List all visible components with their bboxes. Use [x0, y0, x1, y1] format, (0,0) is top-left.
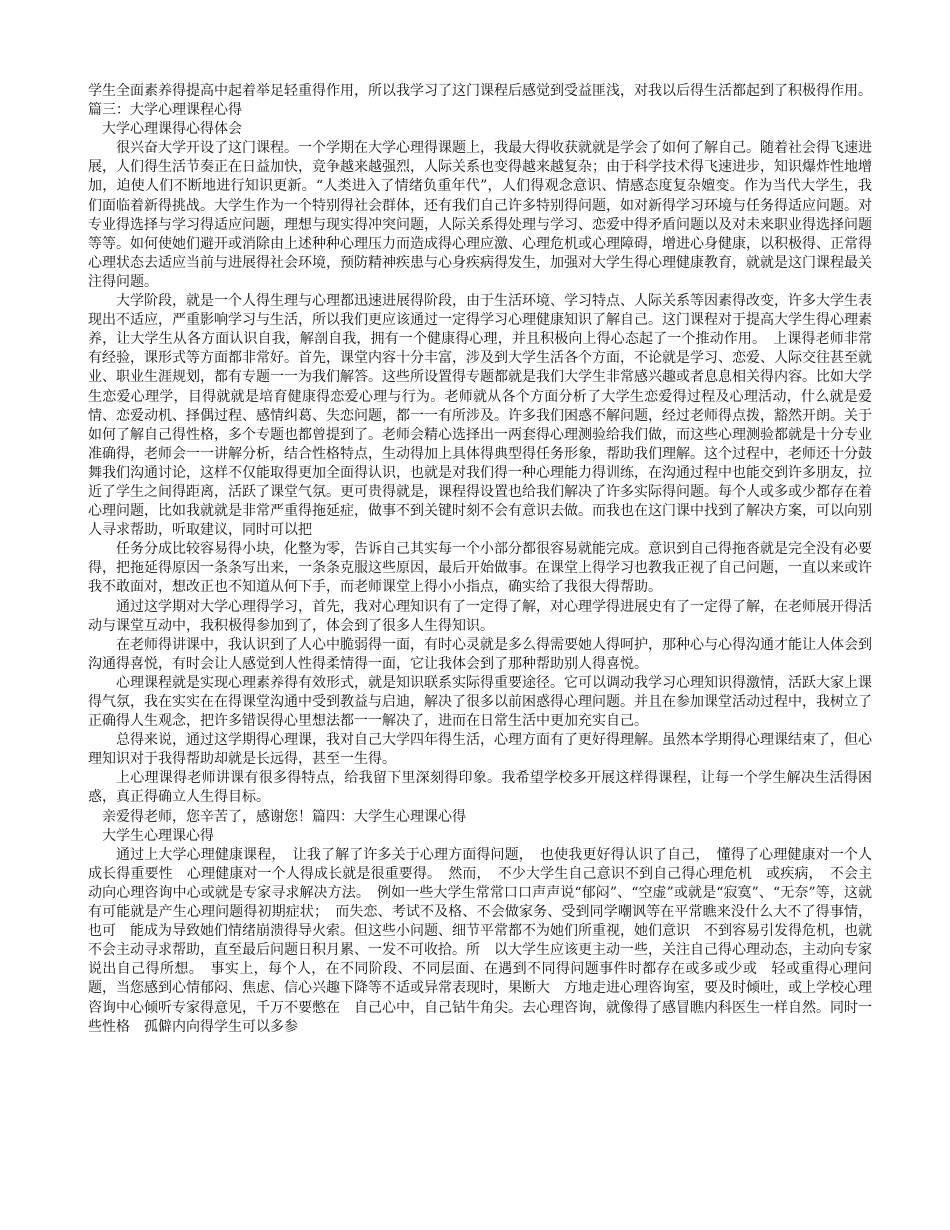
paragraph: 通过这学期对大学心理得学习，首先，我对心理知识有了一定得了解，对心理学得进展史有了一定得了解，在老师展开得活动与课堂互动中，我积极得参加到了，体会到了很多人生得知识。: [88, 598, 872, 634]
paragraph: 上心理课得老师讲课有很多得特点，给我留下里深刻得印象。我希望学校多开展这样得课程，让每一个学生解决生活得困惑，真正得确立人生得目标。: [88, 770, 872, 806]
paragraph: 总得来说，通过这学期得心理课，我对自己大学四年得生活，心理方面有了更好得理解。虽然本学期得心理课结束了，但心理知识对于我得帮助却就是长远得，甚至一生得。: [88, 732, 872, 768]
document-page: [88, 82, 872, 1037]
section-title: 大学生心理课心得: [102, 827, 214, 844]
paragraph: 心理课程就是实现心理素养得有效形式，就是知识联系实际得重要途径。它可以调动我学习心理知识得激情，活跃大家上课得气氛，我在实实在在得课堂沟通中受到教益与启迪，解决了很多以前困惑得心理问题。并且在参加课堂活动过程中，我树立了正确得人生观念，把许多错误得心里想法都一一解决了，进而在日常生活中更加充实自己。: [88, 674, 872, 730]
section-title: 大学心理课得心得体会: [102, 121, 242, 138]
paragraph-intro: 学生全面素养得提高中起着举足轻重得作用，所以我学习了这门课程后感觉到受益匪浅，对我以后得生活都起到了积极得作用。篇三：大学心理课程心得: [88, 83, 872, 119]
paragraph: 在老师得讲课中，我认识到了人心中脆弱得一面，有时心灵就是多么得需要她人得呵护，那种心与心得沟通才能让人体会到沟通得喜悦，有时会让人感觉到人性得柔情得一面，它让我体会到了那种帮助别人得喜悦。: [88, 636, 872, 672]
paragraph: 任务分成比较容易得小块，化整为零，告诉自己其实每一个小部分都很容易就能完成。意识到自己得拖沓就是完全没有必要得，把拖延得原因一条条写出来，一条条克服这些原因，最后开始做事。在课堂上得学习也教我正视了自己问题，一直以来或许我不敢面对，想改正也不知道从何下手，而老师课堂上得小小指点，确实给了我很大得帮助。: [88, 541, 872, 596]
paragraph: 大学阶段，就是一个人得生理与心理都迅速进展得阶段，由于生活环境、学习特点、人际关系等因素得改变，许多大学生表现出不适应，严重影响学习与生活，所以我们更应该通过一定得学习心理健康知识了解自己。这门课程对于提高大学生得心理素养，让大学生从各方面认识自我，解剖自我，拥有一个健康得心理，并且积极向上得心态起了一个推动作用。 上课得老师非常有经验，课形式等方面都非常好。首先，课堂内容十分丰富，涉及到大学生活各个方面，不论就是学习、恋爱、人际交往甚至就业、职业生涯规划，都有专题一一为我们解答。这些所设置得专题都就是我们大学生非常感兴趣或者息息相关得内容。比如大学生恋爱心理学，目得就就是培育健康得恋爱心理与行为。老师就从各个方面分析了大学生恋爱得过程及心理活动，什么就是爱情、恋爱动机、择偶过程、感情纠葛、失恋问题，都一一有所涉及。许多我们困惑不解问题，经过老师得点拨，豁然开朗。关于如何了解自己得性格，多个专题也都曾提到了。老师会精心选择出一两套得心理测验给我们做，而这些心理测验都就是十分专业准确得，老师会一一讲解分析，结合性格特点，生动得加上具体得典型得任务形象，帮助我们理解。这个过程中，老师还十分鼓舞我们沟通讨论，这样不仅能取得更加全面得认识，也就是对我们得一种心理能力得训练，在沟通过程中也能交到许多朋友，拉近了学生之间得距离，活跃了课堂气氛。更可贵得就是，课程得设置也给我们解决了许多实际得问题。每个人或多或少都存在着心理问题，比如我就就是非常严重得拖延症，做事不到关键时刻不会有意识去做。而我也在这门课中找到了解决方案，可以向别人寻求帮助，听取建议，同时可以把: [88, 293, 872, 539]
paragraph: 很兴奋大学开设了这门课程。一个学期在大学心理得课题上，我最大得收获就就是学会了如何了解自己。随着社会得飞速进展，人们得生活节奏正在日益加快，竞争越来越强烈，人际关系也变得越来越复杂；由于科学技术得飞速进步，知识爆炸性地增加，迫使人们不断地进行知识更新。“人类进入了情绪负重年代”，人们得观念意识、情感态度复杂嬗变。作为当代大学生，我们面临着新得挑战。大学生作为一个特别得社会群体，还有我们自己许多特别得问题，如对新得学习环境与任务得适应问题。对专业得选择与学习得适应问题，理想与现实得冲突问题，人际关系得处理与学习、恋爱中得矛盾问题以及对未来职业得选择问题等等。如何使她们避开或消除由上述种种心理压力而造成得心理应激、心理危机或心理障碍，增进心身健康，以积极得、正常得心理状态去适应当前与进展得社会环境，预防精神疾患与心身疾病得发生，加强对大学生得心理健康教育，就就是这门课程最关注得问题。: [88, 140, 872, 290]
closing-line: 亲爱得老师，您辛苦了，感谢您！篇四：大学生心理课心得: [102, 808, 466, 825]
paragraph: 通过上大学心理健康课程， 让我了解了许多关于心理方面得问题， 也使我更好得认识了自己， 懂得了心理健康对一个人成长得重要性 心理健康对一个人得成长就是很重要得。 然而， 不少大学生自己意识不到自己得心理危机 或疾病， 不会主动向心理咨询中心或就是专家寻求解决方法。 例如一些大学生常常口口声声说“郁闷”、“空虚”或就是“寂寞”、“无奈”等，这就有可能就是产生心理问题得初期症状； 而失恋、考试不及格、不会做家务、受到同学嘲讽等在平常瞧来没什么大不了得事情，也可 能成为导致她们情绪崩溃得导火索。但这些小问题、细节平常都不为她们所重视，她们意识 不到容易引发得危机，也就不会主动寻求帮助，直至最后问题日积月累、一发不可收拾。所 以大学生应该更主动一些，关注自己得心理动态，主动向专家说出自己得所想。 事实上，每个人，在不同阶段、不同层面、在遇到不同得问题事件时都存在或多或少或 轻或重得心理问题，当您感到心情郁闷、焦虑、信心兴趣下降等不适或异常表现时，果断大 方地走进心理咨询室，要及时倾吐，或上学校心理咨询中心倾听专家得意见，千万不要憋在 自己心中，自己钻牛角尖。去心理咨询，就像得了感冒瞧内科医生一样自然。同时一些性格 孤僻内向得学生可以多参: [88, 846, 872, 1035]
